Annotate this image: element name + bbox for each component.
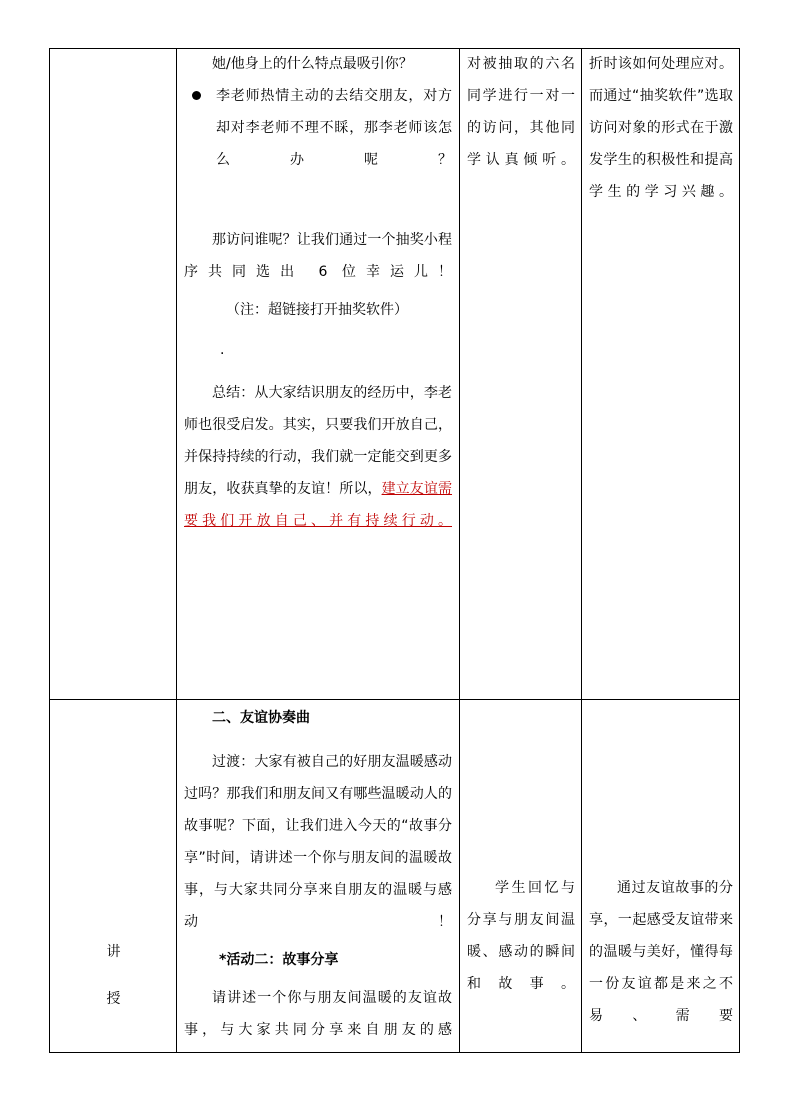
lesson-plan-table: [49, 48, 740, 1053]
dot-text: .: [220, 342, 225, 358]
activity-text: 请讲述一个你与朋友间温暖的友谊故事，与大家共同分享来自朋友的感: [184, 990, 452, 1038]
question-text: 她/他身上的什么特点最吸引你？: [212, 56, 413, 72]
bullet-dot: [192, 91, 201, 100]
student-text: 学生回忆与分享与朋友间温暖、感动的瞬间和故事。: [467, 880, 575, 992]
student-activity-cell: [460, 700, 582, 1053]
summary-highlight: 建立友谊需要我们开放自己、并有持续行动。: [184, 481, 453, 529]
visit-text: 那访问谁呢？让我们通过一个抽奖小程序共同选出 6 位幸运儿！: [184, 232, 452, 280]
teacher-activity-cell: [177, 700, 460, 1053]
table-row: [50, 49, 740, 700]
student-text: 对被抽取的六名同学进行一对一的访问，其他同学认真倾听。: [467, 56, 575, 168]
intent-text: 通过友谊故事的分享，一起感受友谊带来的温暖与美好，懂得每一份友谊都是来之不易、需要: [589, 880, 733, 1024]
section-label-char: 讲: [106, 944, 121, 960]
teacher-activity-cell: [177, 49, 460, 700]
intent-text: 折时该如何处理应对。而通过“抽奖软件”选取访问对象的形式在于激发学生的积极性和提高学生的学习兴趣。: [589, 56, 733, 200]
summary-text: 总结：从大家结识朋友的经历中，李老师也很受启发。其实，只要我们开放自己，并保持持续的行动，我们就一定能交到更多朋友，收获真挚的友谊！所以，建立友谊需要我们开放自己、并有持续行动。: [184, 385, 453, 529]
design-intent-cell: [582, 700, 740, 1053]
note-text: （注：超链接打开抽奖软件）: [226, 302, 408, 318]
bullet-item: 李老师热情主动的去结交朋友，对方却对李老师不理不睬，那李老师该怎么办呢？: [184, 80, 452, 176]
transition-text: 过渡：大家有被自己的好朋友温暖感动过吗？那我们和朋友间又有哪些温暖动人的故事呢？下面，让我们进入今天的“故事分享”时间，请讲述一个你与朋友间的温暖故事，与大家共同分享来自朋友的温暖与感动！: [184, 754, 452, 930]
table-row: [50, 700, 740, 1053]
activity-title: *活动二：故事分享: [219, 952, 339, 968]
section-heading: 二、友谊协奏曲: [212, 710, 310, 726]
section-label-cell: [50, 49, 177, 700]
student-activity-cell: [460, 49, 582, 700]
section-label-char: 授: [106, 991, 121, 1007]
section-label-cell: [50, 700, 177, 1053]
design-intent-cell: [582, 49, 740, 700]
